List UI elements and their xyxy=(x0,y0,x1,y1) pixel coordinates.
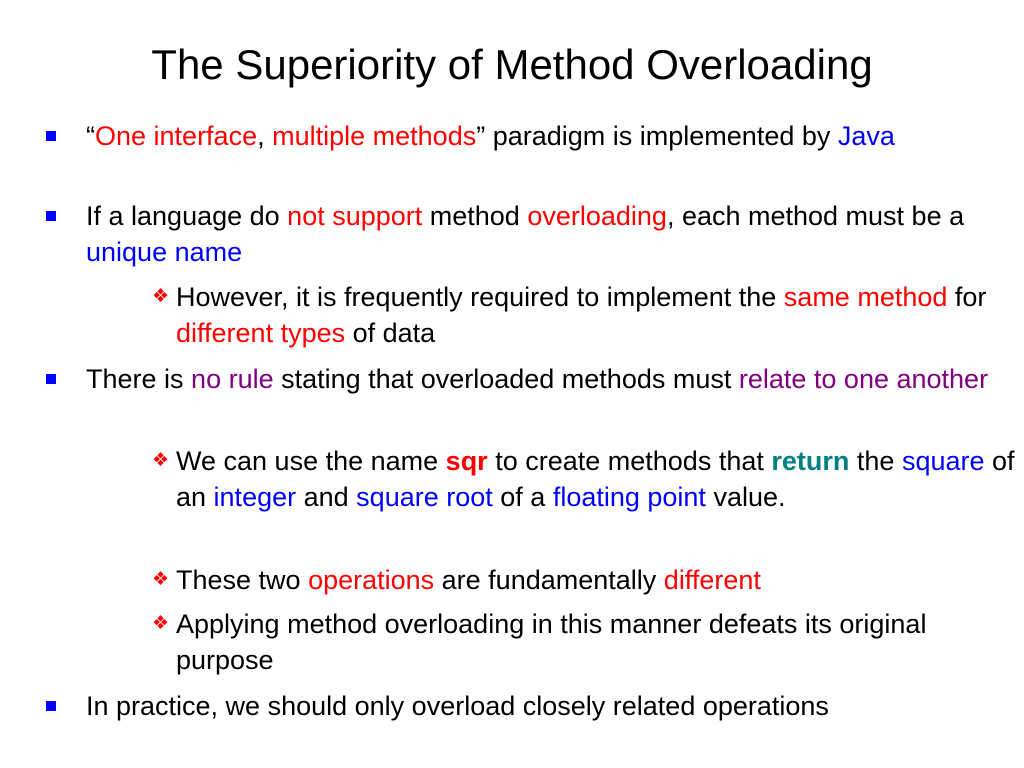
bullet-text xyxy=(176,562,1016,598)
text-run: of an xyxy=(176,446,1015,512)
highlighted-term: floating point xyxy=(552,482,706,512)
highlighted-term: sqr xyxy=(445,446,488,476)
text-run: In practice, we should only overload closely related operations xyxy=(86,691,829,721)
text-run: value. xyxy=(705,482,786,512)
diamond-bullet-icon: ❖ xyxy=(152,449,170,471)
square-bullet-icon xyxy=(46,211,56,221)
text-run: stating that overloaded methods must xyxy=(273,364,739,394)
text-run: However, it is frequently required to implement the xyxy=(176,282,784,312)
text-run: These two xyxy=(176,565,309,595)
bullet-text xyxy=(86,118,1016,154)
highlighted-term: square xyxy=(901,446,985,476)
bullet-text xyxy=(176,279,1016,351)
text-run: for xyxy=(947,282,987,312)
bullet-text xyxy=(176,606,1016,678)
text-run: of a xyxy=(492,482,553,512)
sub-bullet-item xyxy=(152,606,1016,678)
bullet-text xyxy=(176,443,1016,515)
slide-title: The Superiority of Method Overloading xyxy=(151,41,873,88)
text-run: method xyxy=(422,201,528,231)
text-run: We can use the name xyxy=(176,446,446,476)
text-run: of data xyxy=(345,318,436,348)
highlighted-term: same method xyxy=(783,282,948,312)
bullet-item xyxy=(86,118,1016,154)
bullet-text xyxy=(86,361,1016,397)
bullet-item xyxy=(86,688,1016,724)
highlighted-term: not support xyxy=(287,201,423,231)
text-run: , each method must be a xyxy=(666,201,965,231)
highlighted-term: relate to one another xyxy=(738,364,989,394)
text-run: , xyxy=(257,121,273,151)
diamond-bullet-icon: ❖ xyxy=(152,568,170,590)
text-run: There is xyxy=(86,364,192,394)
text-run: If a language do xyxy=(86,201,288,231)
sub-bullet-item xyxy=(152,443,1016,515)
square-bullet-icon xyxy=(46,374,56,384)
bullet-text xyxy=(86,688,1016,724)
square-bullet-icon xyxy=(46,701,56,711)
highlighted-term: Java xyxy=(837,121,895,151)
highlighted-term: operations xyxy=(308,565,435,595)
highlighted-term: different types xyxy=(176,318,346,348)
text-run: the xyxy=(849,446,902,476)
highlighted-term: no rule xyxy=(191,364,274,394)
diamond-bullet-icon: ❖ xyxy=(152,612,170,634)
sub-bullet-item xyxy=(152,562,1016,598)
highlighted-term: square root xyxy=(356,482,493,512)
highlighted-term: multiple methods xyxy=(272,121,477,151)
bullet-item xyxy=(86,198,1016,270)
bullet-text xyxy=(86,198,1016,270)
sub-bullet-item xyxy=(152,279,1016,351)
diamond-bullet-icon: ❖ xyxy=(152,285,170,307)
bullet-item xyxy=(86,361,1016,397)
text-run: and xyxy=(296,482,357,512)
highlighted-term: different xyxy=(663,565,761,595)
text-run: Applying method overloading in this manner defeats its original purpose xyxy=(176,609,927,675)
highlighted-term: unique name xyxy=(86,237,243,267)
highlighted-term: One interface xyxy=(95,121,258,151)
highlighted-term: return xyxy=(771,446,850,476)
text-run: ” paradigm is implemented by xyxy=(476,121,838,151)
highlighted-term: integer xyxy=(213,482,297,512)
text-run: “ xyxy=(86,121,95,151)
text-run: are fundamentally xyxy=(434,565,664,595)
highlighted-term: overloading xyxy=(527,201,667,231)
text-run: to create methods that xyxy=(487,446,772,476)
square-bullet-icon xyxy=(46,131,56,141)
